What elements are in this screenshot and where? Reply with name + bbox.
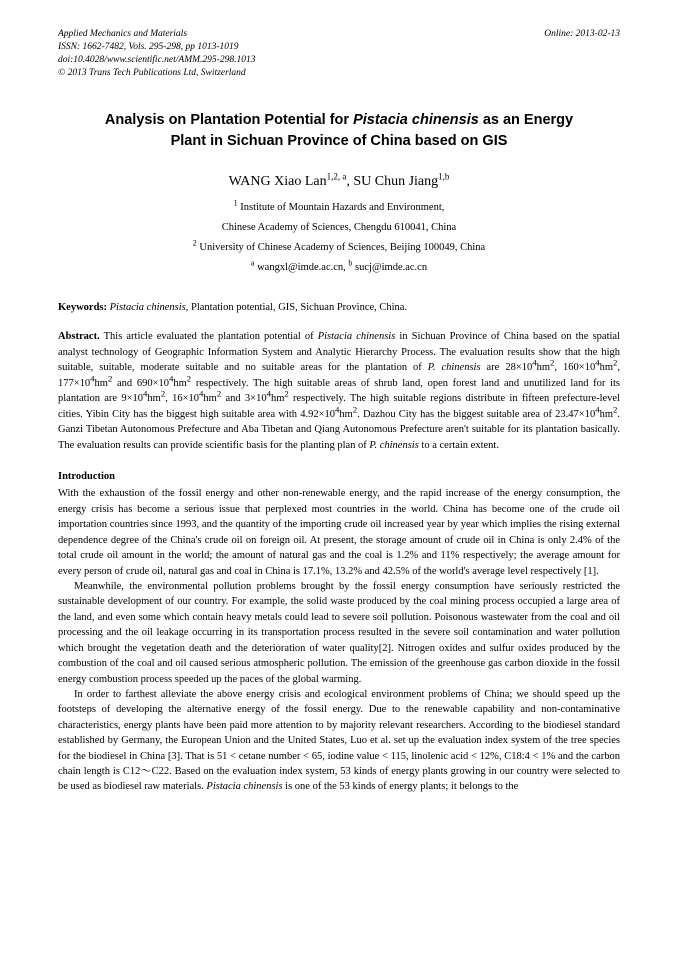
abstract-t14: hm bbox=[203, 393, 217, 405]
abstract-t18: hm bbox=[339, 408, 353, 420]
abstract-s9: 4 bbox=[143, 388, 148, 399]
affiliation-marker-2: 2 bbox=[192, 238, 197, 248]
affiliations bbox=[58, 198, 620, 278]
author-separator: , bbox=[346, 174, 354, 190]
author-affil-marker-2: 1,b bbox=[438, 171, 450, 182]
abstract-s12: 2 bbox=[216, 388, 222, 399]
abstract-species-2: P. chinensis bbox=[427, 362, 481, 374]
author-name-2: SU Chun Jiang bbox=[353, 174, 439, 190]
journal-doi: doi:10.4028/www.scientific.net/AMM.295-298.1013 bbox=[58, 55, 256, 66]
journal-copyright: © 2013 Trans Tech Publications Ltd, Switzerland bbox=[58, 68, 246, 79]
section-heading-introduction: Introduction bbox=[58, 471, 115, 483]
abstract-s3: 4 bbox=[595, 357, 600, 368]
abstract-s17: 4 bbox=[595, 404, 600, 415]
page-title bbox=[58, 110, 620, 152]
email-marker-a: a bbox=[250, 258, 255, 268]
email-a[interactable]: wangxl@imde.ac.cn, bbox=[254, 262, 349, 274]
journal-info bbox=[58, 28, 255, 80]
abstract-t2: in Sichuan Province of China based on the spatial analyst technology of Geographic Information System and Analytic Hierarchy Process. The evaluation results show that the high suitable, suitable, moderate suitable and no suitable areas for the plantation of bbox=[58, 331, 620, 374]
abstract-t4: hm bbox=[536, 362, 551, 374]
abstract-section bbox=[58, 329, 620, 453]
online-date-text: Online: 2013-02-13 bbox=[544, 29, 620, 39]
author-name-1: WANG Xiao Lan bbox=[228, 174, 327, 190]
abstract-s18: 2 bbox=[613, 404, 618, 415]
title-line2: Plant in Sichuan Province of China based on GIS bbox=[170, 133, 508, 150]
abstract-t11: respectively. The high suitable areas of shrub land, open forest land and unutilized land for its plantation are 9×10 bbox=[58, 377, 620, 405]
abstract-s4: 2 bbox=[613, 357, 618, 368]
author-list bbox=[58, 171, 620, 190]
title-line1-pre: Analysis on Plantation Potential for bbox=[104, 112, 354, 129]
abstract-t20: hm bbox=[599, 408, 613, 420]
abstract-s15: 4 bbox=[335, 404, 340, 415]
abstract-label: Abstract. bbox=[58, 331, 100, 343]
email-marker-b: b bbox=[348, 258, 353, 268]
abstract-s6: 2 bbox=[107, 373, 113, 384]
abstract-t1: This article evaluated the plantation potential of bbox=[99, 331, 318, 343]
abstract-t3: are 28×10 bbox=[480, 362, 533, 374]
abstract-t17: respectively. The high suitable regions distribute in fifteen prefecture-level cities. Yibin City has the biggest high suitable area with 4.92×10 bbox=[58, 393, 621, 420]
intro-p3-species: Pistacia chinensis bbox=[206, 781, 283, 793]
abstract-s14: 2 bbox=[284, 388, 289, 399]
abstract-species-1: Pistacia chinensis bbox=[317, 331, 396, 343]
abstract-t10: hm bbox=[173, 377, 187, 389]
abstract-t7: , 177×10 bbox=[58, 362, 620, 389]
online-date bbox=[544, 28, 620, 41]
abstract-s1: 4 bbox=[532, 357, 537, 368]
abstract-t15: and 3×10 bbox=[221, 393, 267, 405]
abstract-s5: 4 bbox=[90, 373, 95, 384]
abstract-t5: , 160×10 bbox=[554, 362, 596, 374]
title-species-name: Pistacia chinensis bbox=[353, 112, 479, 129]
affiliation-1-cont: Chinese Academy of Sciences, Chengdu 610041, China bbox=[221, 222, 457, 234]
abstract-t12: hm bbox=[147, 393, 161, 405]
abstract-t6: hm bbox=[599, 362, 613, 374]
email-b[interactable]: sucj@imde.ac.cn bbox=[352, 262, 428, 274]
affiliation-1 bbox=[58, 198, 620, 218]
title-line1-post: as an Energy bbox=[478, 112, 574, 129]
keywords-section bbox=[58, 302, 620, 313]
journal-issn: ISSN: 1662-7482, Vols. 295-298, pp 1013-1019 bbox=[58, 42, 239, 53]
abstract-s2: 2 bbox=[550, 357, 555, 368]
intro-paragraph-1: With the exhaustion of the fossil energy and other non-renewable energy, and the rapid increase of the energy consumption, the energy crisis has become a serious issue that perplexed most countries in the world. China has become one of the crude oil importation countries since 1993, and the quantity of the importing crude oil increased year by year which implies the rising external dependence degree of the China's crude oil on foreign oil. At present, the storage amount of crude oil in China is only 2.4% of the total crude oil amount in the world; the amount of natural gas and the coal is 1.2% and 11% respectively; the average amount for every person of crude oil, natural gas and coal in China is 17.1%, 13.2% and 42.5% of the world's average level respectively [1]. bbox=[58, 488, 620, 577]
abstract-t21: . Ganzi Tibetan Autonomous Prefecture and Aba Tibetan and Qiang Autonomous Prefecture aren't suitable for its plantation basically. The evaluation results can provide scientific basis for the planting plan of bbox=[58, 408, 620, 451]
abstract-t9: and 690×10 bbox=[112, 377, 169, 389]
abstract-t22: to a certain extent. bbox=[418, 439, 499, 451]
affiliation-2-text: University of Chinese Academy of Sciences, Beijing 100049, China bbox=[196, 242, 486, 254]
page-header bbox=[58, 28, 620, 80]
intro-paragraph-3 bbox=[58, 687, 620, 795]
abstract-species-3: P. chinensis bbox=[369, 439, 419, 451]
intro-p3-part-a: In order to farthest alleviate the above energy crisis and ecological environment problems of China; we should speed up the footsteps of developing the alternative energy of the fossil energy. Due to the renewable capability and non-contaminative characteristics, energy plants have been paid more attention to by majority relevant researchers. According to the biodiesel standard established by Germany, the European Union and the United States, Luo et al. set up the evaluation index system of the tree species for the biodiesel in China [3]. That is 51 < cetane number < 65, iodine value < 115, linolenic acid < 12%, C18:4 < 1% and the carbon chain length is C12～C22. Based on the evaluation index system, 53 kinds of energy plants growing in our country were selected to be used as biodiesel raw materials. bbox=[58, 688, 620, 793]
author-affil-marker-1: 1,2, a bbox=[326, 171, 347, 182]
intro-p3-part-b: is one of the 53 kinds of energy plants; it belongs to the bbox=[282, 781, 519, 793]
affiliation-2 bbox=[58, 238, 620, 258]
abstract-t19: . Dazhou City has the biggest suitable area of 23.47×10 bbox=[357, 408, 596, 420]
affiliation-marker-1: 1 bbox=[233, 198, 238, 208]
abstract-t16: hm bbox=[270, 393, 285, 405]
abstract-s16: 2 bbox=[352, 404, 358, 415]
keyword-species: Pistacia chinensis bbox=[109, 302, 186, 314]
keywords-label: Keywords: bbox=[58, 302, 107, 314]
abstract-s10: 2 bbox=[160, 388, 166, 399]
author-emails bbox=[58, 258, 620, 278]
journal-name: Applied Mechanics and Materials bbox=[58, 29, 188, 39]
intro-paragraph-2: Meanwhile, the environmental pollution problems brought by the fossil energy consumption have seriously restricted the sustainable development of our country. For example, the solid waste produced by the coal mining process occupied a large area of the land, and even some which contain heavy metals could lead to severe soil pollution. Poisonous wastewater from the coal and oil processing and the oil leakage occurring in its transportation process resulted in the severe soil contamination and water pollution which brought the vegetation death and the deterioration of water quality[2]. Nitrogen oxides and sulfur oxides produced by the combustion of the coal and oil caused serious atmospheric pollution. The emission of the greenhouse gas carbon dioxide in the fossil energy combustion process speeded up the paces of the global warming. bbox=[58, 581, 620, 685]
abstract-t13: , 16×10 bbox=[165, 393, 200, 405]
abstract-s8: 2 bbox=[186, 373, 192, 384]
affiliation-1-text: Institute of Mountain Hazards and Environment, bbox=[237, 202, 445, 214]
abstract-s7: 4 bbox=[169, 373, 174, 384]
abstract-s13: 4 bbox=[266, 388, 271, 399]
abstract-s11: 4 bbox=[199, 388, 204, 399]
abstract-t8: hm bbox=[94, 377, 108, 389]
keywords-rest: , Plantation potential, GIS, Sichuan Province, China. bbox=[185, 302, 408, 314]
